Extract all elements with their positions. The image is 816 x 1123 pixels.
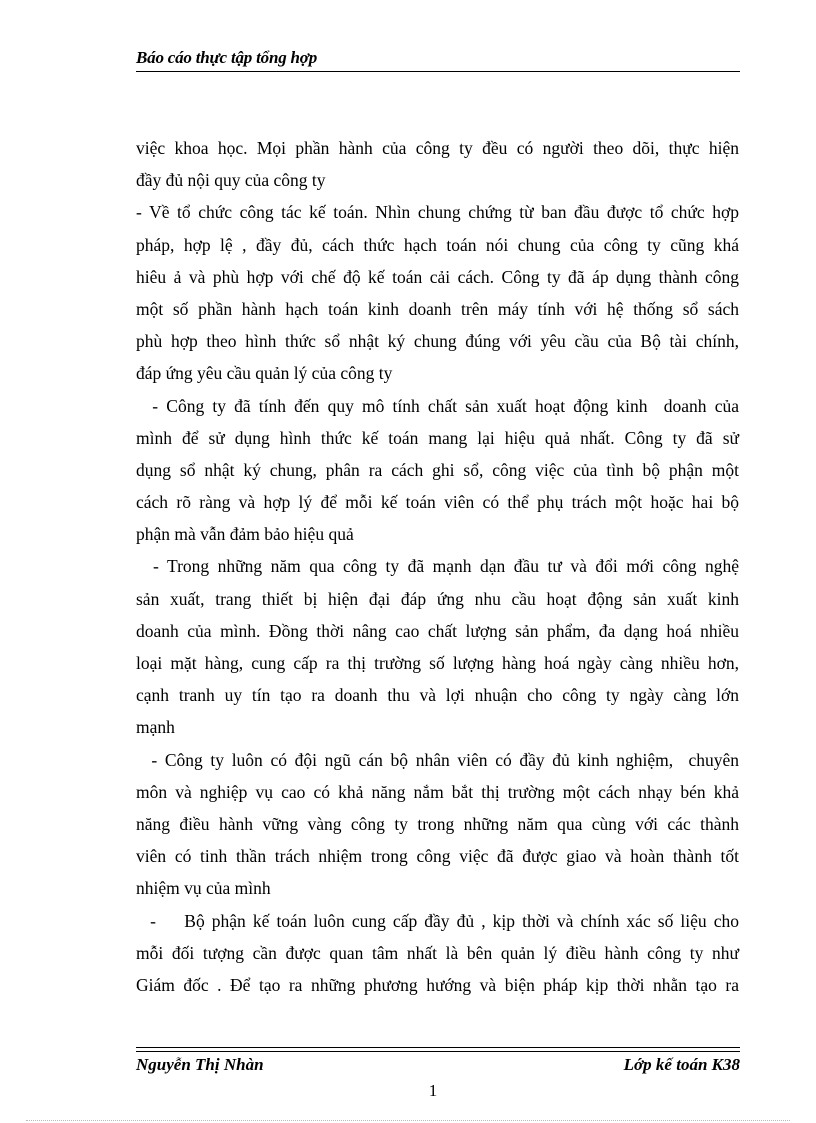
text-line: pháp, hợp lệ , đầy đủ, cách thức hạch toán nói chung của công ty cũng khá xyxy=(136,234,739,255)
text-line: đầy đủ nội quy của công ty xyxy=(136,170,326,191)
page-number: 1 xyxy=(428,1081,438,1100)
text-line: cạnh tranh uy tín tạo ra doanh thu và lợi nhuận cho công ty ngày càng lớn xyxy=(136,685,739,706)
footer-author: Nguyễn Thị Nhàn xyxy=(136,1055,264,1074)
body-text xyxy=(136,134,739,1003)
text-line: phận mà vẫn đảm bảo hiệu quả xyxy=(136,524,354,545)
text-line: cách rõ ràng và hợp lý để mỗi kế toán viên có thể phụ trách một hoặc hai bộ xyxy=(136,492,739,513)
text-line: phù hợp theo hình thức sổ nhật ký chung đúng với yêu cầu của Bộ tài chính, xyxy=(136,331,739,352)
text-line: doanh của mình. Đồng thời nâng cao chất lượng sản phẩm, đa dạng hoá nhiều xyxy=(136,620,739,641)
text-line: nhiệm vụ của mình xyxy=(136,878,271,899)
page-header-title: Báo cáo thực tập tổng hợp xyxy=(136,48,318,67)
text-line: - Công ty luôn có đội ngũ cán bộ nhân viên có đầy đủ kinh nghiệm, chuyên xyxy=(136,749,739,770)
header-divider xyxy=(136,71,740,72)
footer-class: Lớp kế toán K38 xyxy=(623,1055,740,1074)
text-line: dụng sổ nhật ký chung, phân ra cách ghi sổ, công việc của tình bộ phận một xyxy=(136,459,739,480)
footer-divider-bottom xyxy=(136,1051,740,1052)
text-line: môn và nghiệp vụ cao có khả năng nắm bắt thị trường một cách nhạy bén khả xyxy=(136,781,739,802)
text-line: hiêu ả và phù hợp với chế độ kế toán cải cách. Công ty đã áp dụng thành công xyxy=(136,266,739,287)
text-line: viên có tinh thần trách nhiệm trong công việc đã được giao và hoàn thành tốt xyxy=(136,846,739,867)
footer-divider-top xyxy=(136,1047,740,1048)
page-bottom-border xyxy=(26,1120,790,1121)
text-line: - Bộ phận kế toán luôn cung cấp đầy đủ , kịp thời và chính xác số liệu cho xyxy=(136,910,739,931)
text-line: mỗi đối tượng cần được quan tâm nhất là bên quản lý điều hành công ty như xyxy=(136,942,739,963)
text-line: đáp ứng yêu cầu quản lý của công ty xyxy=(136,363,393,384)
text-line: loại mặt hàng, cung cấp ra thị trường số lượng hàng hoá ngày càng nhiều hơn, xyxy=(136,653,739,673)
text-line: mạnh xyxy=(136,717,175,738)
text-line: một số phần hành hạch toán kinh doanh trên máy tính với hệ thống sổ sách xyxy=(136,298,739,319)
text-line: sản xuất, trang thiết bị hiện đại đáp ứng nhu cầu hoạt động sản xuất kinh xyxy=(136,588,739,609)
text-line: mình để sử dụng hình thức kế toán mang lại hiệu quả nhất. Công ty đã sử xyxy=(136,427,739,448)
text-line: Giám đốc . Để tạo ra những phương hướng và biện pháp kịp thời nhằn tạo ra xyxy=(136,974,739,995)
text-line: việc khoa học. Mọi phần hành của công ty đều có người theo dõi, thực hiện xyxy=(136,138,739,158)
text-line: - Công ty đã tính đến quy mô tính chất sản xuất hoạt động kinh doanh của xyxy=(136,395,739,416)
text-line: - Về tổ chức công tác kế toán. Nhìn chung chứng từ ban đầu được tổ chức hợp xyxy=(136,202,739,223)
text-line: - Trong những năm qua công ty đã mạnh dạn đầu tư và đổi mới công nghệ xyxy=(136,556,739,577)
text-line: năng điều hành vững vàng công ty trong những năm qua cùng với các thành xyxy=(136,813,739,834)
